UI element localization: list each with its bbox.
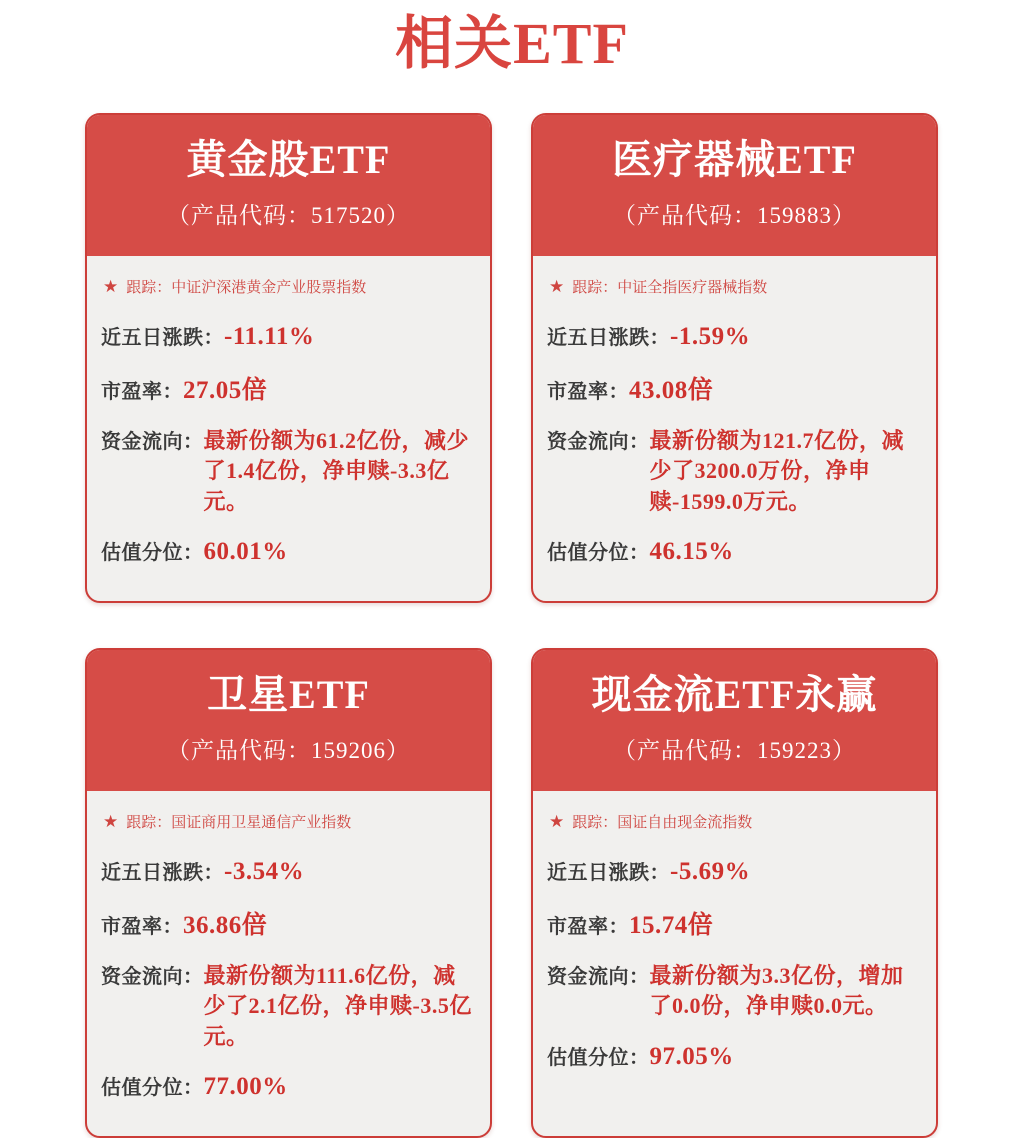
etf-card-grid [85, 113, 939, 1138]
etf-name-cn: 卫星 [207, 672, 290, 717]
pe-ratio-value: 27.05倍 [183, 375, 268, 404]
card-body [533, 256, 936, 601]
valuation-row [101, 536, 472, 566]
fund-flow-label: 资金流向： [101, 430, 204, 453]
pe-ratio-value: 43.08倍 [629, 375, 714, 404]
etf-card-gold-stock [85, 113, 492, 603]
fund-flow-value: 最新份额为121.7亿份，减少了3200.0万份，净申赎-1599.0万元。 [649, 427, 905, 514]
etf-name-latin: ETF [309, 136, 391, 182]
pe-ratio-row [547, 370, 918, 406]
etf-name [541, 138, 928, 182]
five-day-change-label: 近五日涨跌： [101, 861, 224, 884]
product-code: （产品代码：517520） [167, 201, 410, 228]
etf-name [95, 138, 482, 182]
star-icon: ★ [103, 276, 119, 296]
track-label: 跟踪： [126, 813, 172, 831]
fund-flow-row [101, 960, 472, 1052]
track-label: 跟踪： [126, 278, 172, 296]
etf-card-cash-flow [531, 648, 938, 1138]
valuation-value: 60.01% [203, 537, 288, 565]
etf-name-latin: ETF [714, 671, 796, 717]
valuation-row [547, 1041, 918, 1071]
track-row [103, 811, 472, 832]
valuation-label: 估值分位： [547, 1046, 650, 1069]
five-day-change-label: 近五日涨跌： [547, 326, 670, 349]
valuation-value: 46.15% [649, 537, 734, 565]
product-code: （产品代码：159883） [613, 201, 856, 228]
pe-ratio-value: 36.86倍 [183, 910, 268, 939]
pe-ratio-label: 市盈率： [547, 915, 629, 938]
track-index-name: 国证商用卫星通信产业指数 [171, 813, 352, 831]
track-label: 跟踪： [572, 813, 618, 831]
track-index-name: 国证自由现金流指数 [617, 813, 753, 831]
track-row [549, 276, 918, 297]
page-title [0, 11, 1024, 76]
pe-ratio-row [101, 370, 472, 406]
pe-ratio-row [547, 905, 918, 941]
fund-flow-label: 资金流向： [101, 965, 204, 988]
five-day-change-value: -3.54% [224, 857, 305, 885]
card-header [531, 648, 938, 791]
five-day-change-label: 近五日涨跌： [101, 326, 224, 349]
fund-flow-value: 最新份额为61.2亿份，减少了1.4亿份，净申赎-3.3亿元。 [203, 427, 470, 514]
track-index-name: 中证全指医疗器械指数 [617, 278, 768, 296]
track-index-name: 中证沪深港黄金产业股票指数 [171, 278, 367, 296]
valuation-label: 估值分位： [101, 541, 204, 564]
five-day-change-value: -1.59% [670, 322, 751, 350]
valuation-value: 77.00% [203, 1073, 288, 1101]
fund-flow-label: 资金流向： [547, 965, 650, 988]
card-body [87, 256, 490, 601]
etf-name-latin: ETF [289, 671, 370, 717]
star-icon: ★ [549, 811, 565, 831]
fund-flow-value: 最新份额为3.3亿份，增加了0.0份，净申赎0.0元。 [649, 962, 904, 1019]
valuation-value: 97.05% [649, 1042, 734, 1070]
etf-card-satellite [85, 648, 492, 1138]
card-body [533, 791, 936, 1136]
pe-ratio-label: 市盈率： [101, 380, 183, 403]
five-day-change-label: 近五日涨跌： [547, 861, 670, 884]
product-code: （产品代码：159223） [613, 736, 856, 763]
etf-card-medical-device [531, 113, 938, 603]
etf-name-cn: 医疗器械 [612, 137, 777, 182]
valuation-label: 估值分位： [101, 1077, 204, 1100]
etf-name-cn2: 永赢 [795, 672, 878, 717]
product-code: （产品代码：159206） [167, 736, 410, 763]
pe-ratio-label: 市盈率： [101, 915, 183, 938]
star-icon: ★ [549, 276, 565, 296]
track-row [549, 811, 918, 832]
card-header [531, 113, 938, 256]
etf-name-cn: 现金流 [591, 672, 715, 717]
etf-name [541, 673, 928, 717]
etf-name [95, 673, 482, 717]
fund-flow-row [547, 425, 918, 517]
valuation-row [101, 1071, 472, 1101]
five-day-change-row [101, 856, 472, 886]
fund-flow-value: 最新份额为111.6亿份，减少了2.1亿份，净申赎-3.5亿元。 [203, 962, 472, 1049]
valuation-row [547, 536, 918, 566]
fund-flow-label: 资金流向： [547, 430, 650, 453]
card-header [85, 648, 492, 791]
track-label: 跟踪： [572, 278, 618, 296]
pe-ratio-row [101, 905, 472, 941]
star-icon: ★ [103, 811, 119, 831]
pe-ratio-value: 15.74倍 [629, 910, 714, 939]
five-day-change-row [547, 321, 918, 351]
five-day-change-row [101, 321, 472, 351]
pe-ratio-label: 市盈率： [547, 380, 629, 403]
page-title-latin: ETF [513, 11, 629, 76]
fund-flow-row [547, 960, 918, 1022]
five-day-change-value: -11.11% [224, 322, 315, 350]
page-title-cn: 相关 [395, 11, 514, 76]
etf-name-cn: 黄金股 [186, 137, 310, 182]
fund-flow-row [101, 425, 472, 517]
etf-name-latin: ETF [776, 136, 857, 182]
card-body [87, 791, 490, 1136]
card-header [85, 113, 492, 256]
track-row [103, 276, 472, 297]
valuation-label: 估值分位： [547, 541, 650, 564]
five-day-change-value: -5.69% [670, 857, 751, 885]
five-day-change-row [547, 856, 918, 886]
